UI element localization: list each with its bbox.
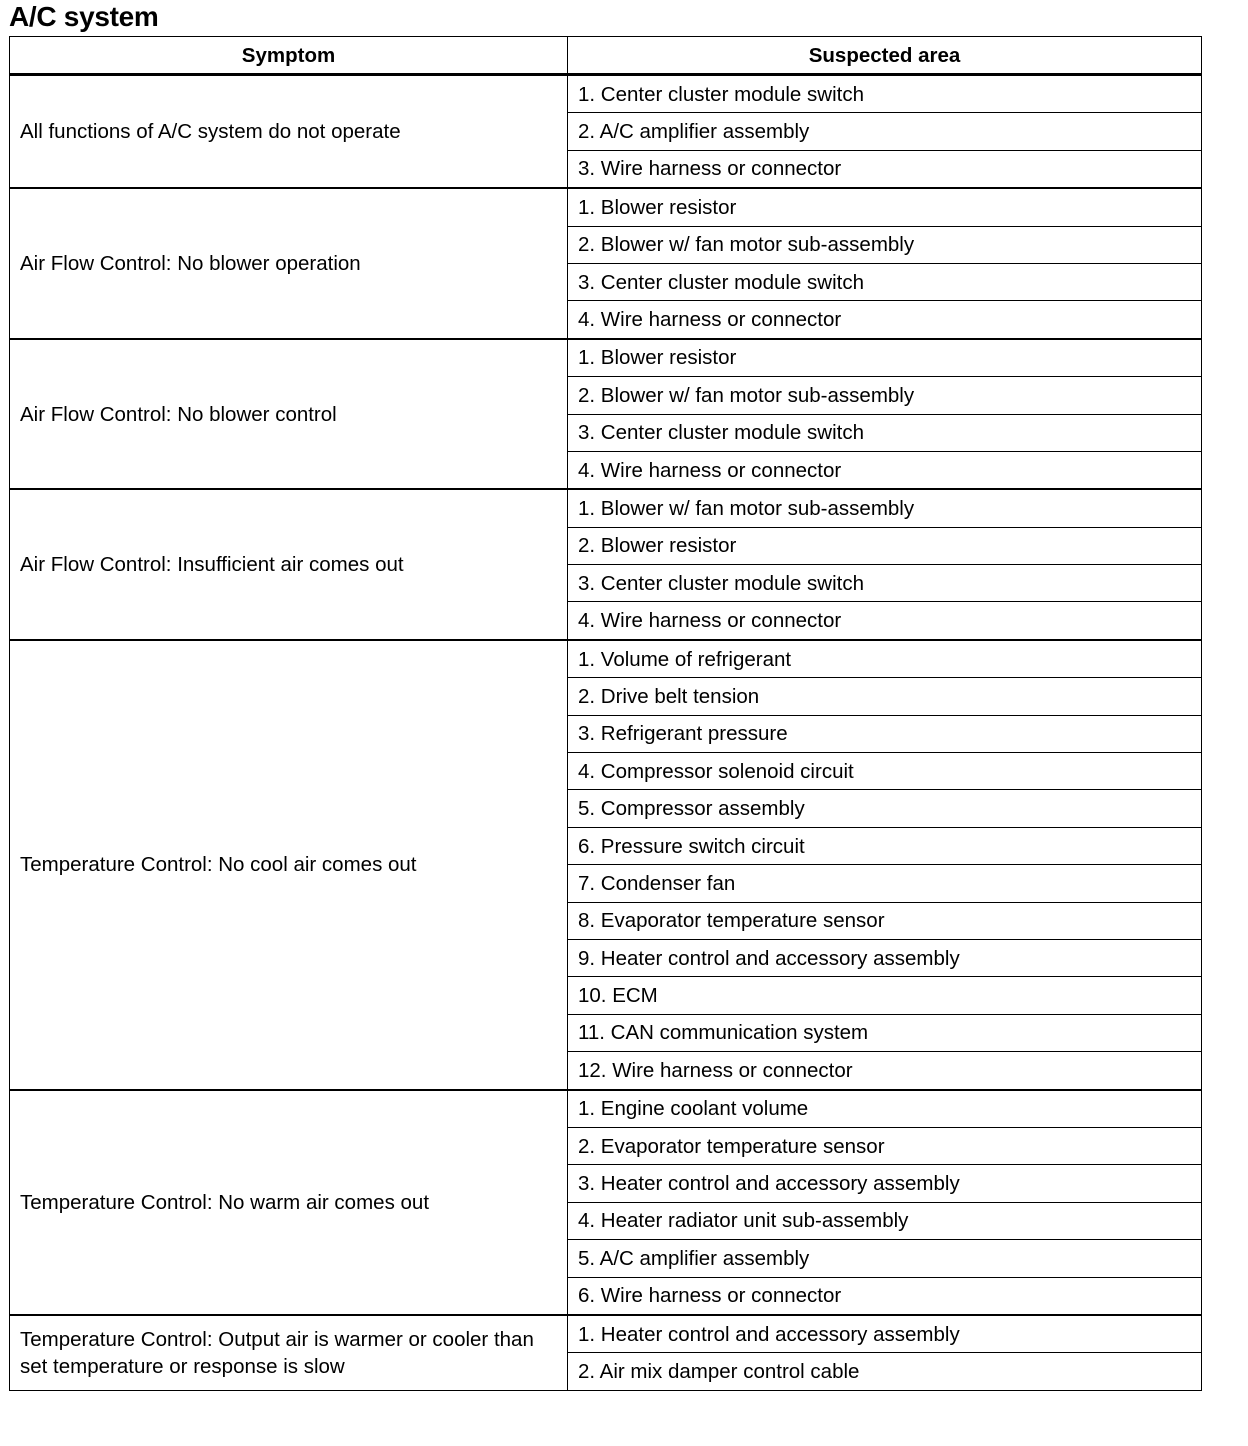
header-row [10, 37, 1202, 75]
table-row [10, 1090, 1202, 1128]
symptom-cell: Temperature Control: No cool air comes out [10, 640, 568, 1090]
suspected-area-cell: 6. Wire harness or connector [568, 1277, 1202, 1315]
suspected-area-cell: 2. Blower resistor [568, 527, 1202, 564]
suspected-area-cell: 3. Heater control and accessory assembly [568, 1165, 1202, 1202]
suspected-area-cell: 1. Volume of refrigerant [568, 640, 1202, 678]
suspected-area-cell: 2. A/C amplifier assembly [568, 113, 1202, 150]
suspected-area-cell: 3. Center cluster module switch [568, 565, 1202, 602]
suspected-area-cell: 1. Center cluster module switch [568, 75, 1202, 113]
suspected-area-cell: 3. Center cluster module switch [568, 414, 1202, 451]
table-row [10, 188, 1202, 226]
symptom-cell: Air Flow Control: Insufficient air comes out [10, 489, 568, 640]
table-row [10, 489, 1202, 527]
suspected-area-cell: 10. ECM [568, 977, 1202, 1014]
suspected-area-cell: 8. Evaporator temperature sensor [568, 902, 1202, 939]
suspected-area-cell: 4. Wire harness or connector [568, 602, 1202, 640]
suspected-area-cell: 3. Refrigerant pressure [568, 715, 1202, 752]
suspected-area-cell: 4. Compressor solenoid circuit [568, 753, 1202, 790]
page-title: A/C system [9, 1, 159, 32]
suspected-area-cell: 9. Heater control and accessory assembly [568, 939, 1202, 976]
suspected-area-cell: 4. Wire harness or connector [568, 451, 1202, 489]
table-body [10, 75, 1202, 1391]
suspected-area-cell: 7. Condenser fan [568, 865, 1202, 902]
symptom-column-header: Symptom [10, 37, 568, 75]
suspected-area-cell: 5. A/C amplifier assembly [568, 1240, 1202, 1277]
suspected-area-cell: 2. Evaporator temperature sensor [568, 1127, 1202, 1164]
symptom-cell: Air Flow Control: No blower control [10, 339, 568, 490]
suspected-area-cell: 1. Blower resistor [568, 188, 1202, 226]
suspected-area-cell: 5. Compressor assembly [568, 790, 1202, 827]
suspected-area-cell: 2. Blower w/ fan motor sub-assembly [568, 377, 1202, 414]
suspected-area-cell: 2. Air mix damper control cable [568, 1353, 1202, 1390]
suspected-area-cell: 1. Engine coolant volume [568, 1090, 1202, 1128]
suspected-area-cell: 1. Blower resistor [568, 339, 1202, 377]
symptom-cell: Temperature Control: Output air is warmer or cooler than set temperature or response is slow [10, 1315, 568, 1390]
suspected-area-cell: 1. Heater control and accessory assembly [568, 1315, 1202, 1353]
suspected-area-cell: 12. Wire harness or connector [568, 1052, 1202, 1090]
symptom-cell: All functions of A/C system do not operate [10, 75, 568, 189]
suspected-area-cell: 2. Blower w/ fan motor sub-assembly [568, 226, 1202, 263]
suspected-area-cell: 11. CAN communication system [568, 1014, 1202, 1051]
suspected-area-cell: 1. Blower w/ fan motor sub-assembly [568, 489, 1202, 527]
suspected-area-cell: 6. Pressure switch circuit [568, 827, 1202, 864]
suspected-area-column-header: Suspected area [568, 37, 1202, 75]
table-row [10, 339, 1202, 377]
suspected-area-cell: 4. Heater radiator unit sub-assembly [568, 1202, 1202, 1239]
symptom-cell: Air Flow Control: No blower operation [10, 188, 568, 339]
table-row [10, 75, 1202, 113]
table-row [10, 640, 1202, 678]
suspected-area-cell: 3. Wire harness or connector [568, 150, 1202, 188]
symptom-table [9, 36, 1202, 1391]
table-row [10, 1315, 1202, 1353]
suspected-area-cell: 2. Drive belt tension [568, 678, 1202, 715]
symptom-cell: Temperature Control: No warm air comes out [10, 1090, 568, 1315]
suspected-area-cell: 4. Wire harness or connector [568, 301, 1202, 339]
suspected-area-cell: 3. Center cluster module switch [568, 263, 1202, 300]
